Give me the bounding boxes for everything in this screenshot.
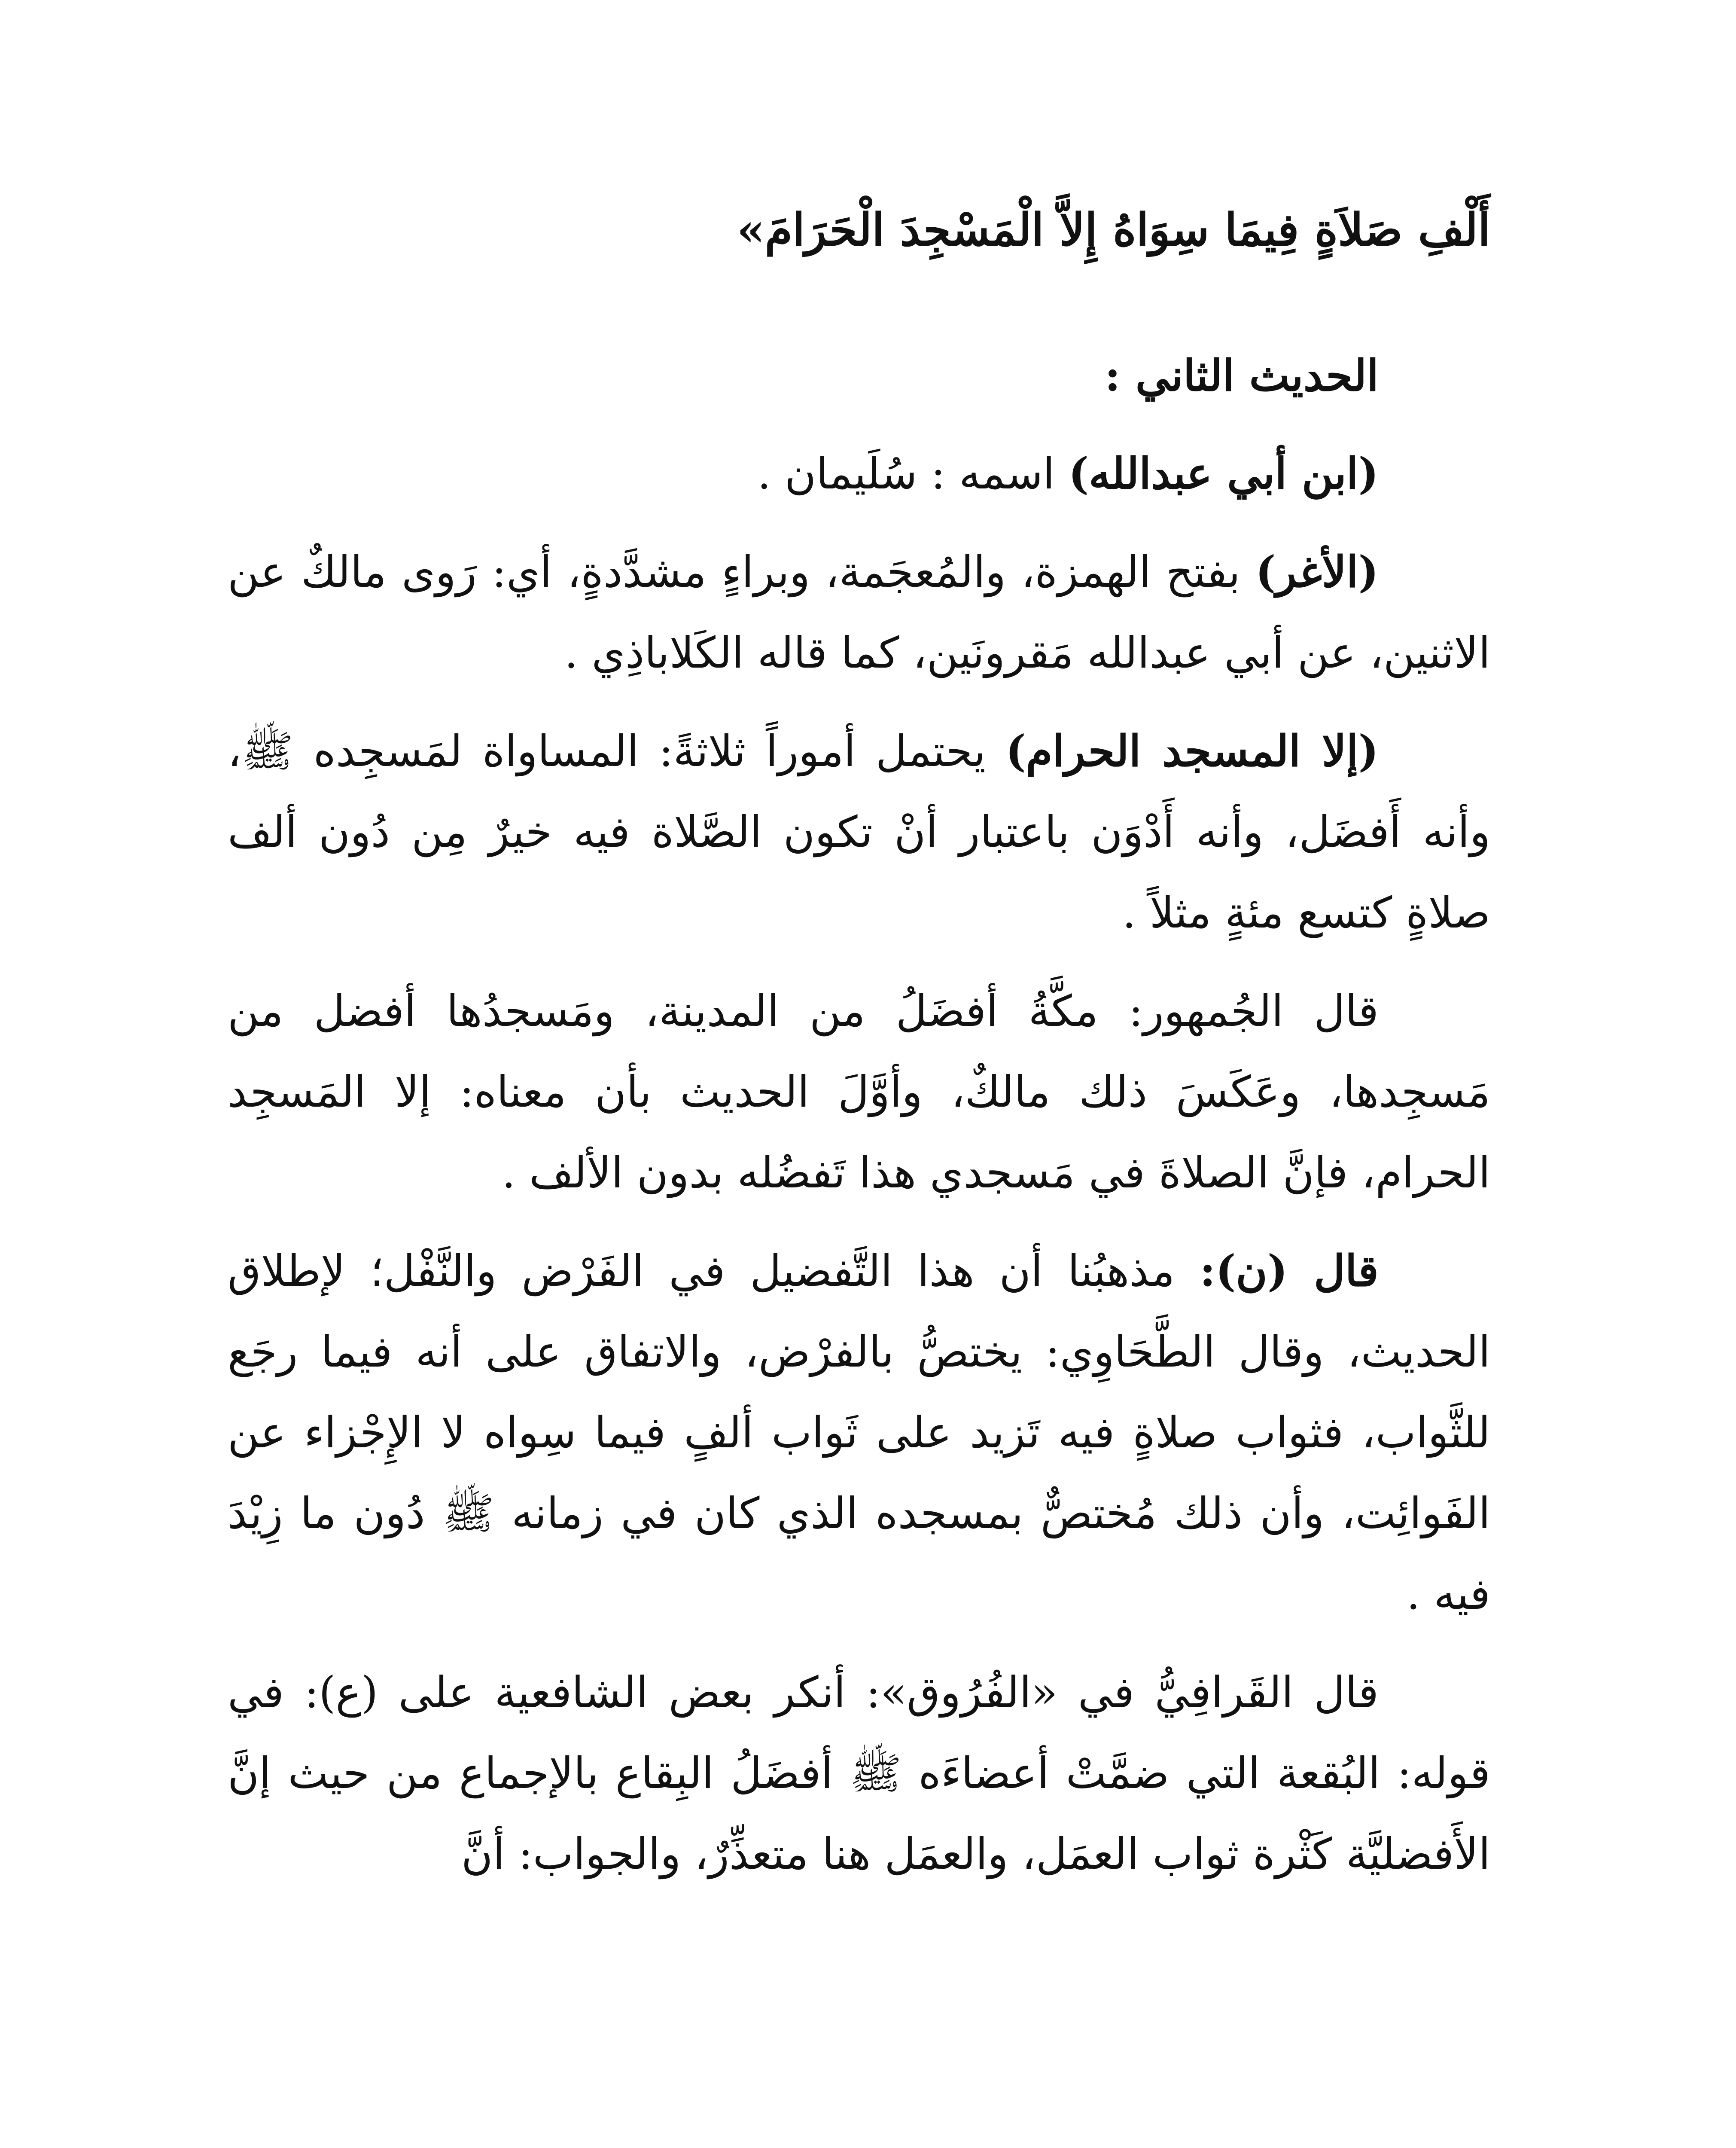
paragraph-5	[228, 1230, 1490, 1635]
paragraph-6	[228, 1652, 1490, 1895]
page-body	[228, 202, 1490, 2148]
paragraph-lead: (الأغر)	[1255, 546, 1379, 597]
section-heading: الحديث الثاني :	[1105, 350, 1379, 401]
paragraph-1	[228, 433, 1490, 514]
paragraph-3	[228, 711, 1490, 953]
paragraph-4	[228, 970, 1490, 1213]
paragraph-text: بفتح الهمزة، والمُعجَمة، وبراءٍ مشدَّدةٍ، أي: رَوى مالكٌ عن الاثنين، عن أبي عبدالله مَقرونَين، كما قاله الكَلاباذِي .	[228, 547, 1490, 678]
paragraph-lead: (إلا المسجد الحرام)	[1005, 726, 1379, 776]
paragraph-lead: قال (ن):	[1200, 1245, 1379, 1296]
paragraph-text: مذهبُنا أن هذا التَّفضيل في الفَرْض والنَّفْل؛ لإطلاق الحديث، وقال الطَّحَاوِي: يختصُّ بالفرْض، والاتفاق على أنه فيما رجَع للثَّواب، فثواب صلاةٍ فيه تَزيد على ثَواب ألفٍ فيما سِواه لا الإِجْزاء عن الفَوائِت، وأن ذلك مُختصٌّ بمسجده الذي كان في زمانه ﷺ دُون ما زِيْدَ فيه .	[228, 1246, 1490, 1619]
verse-line: أَلْفِ صَلاَةٍ فِيمَا سِوَاهُ إِلاَّ الْمَسْجِدَ الْحَرَامَ»	[737, 203, 1490, 256]
paragraph-2	[228, 531, 1490, 693]
paragraph-text: يحتمل أموراً ثلاثةً: المساواة لمَسجِده ﷺ، وأنه أَفضَل، وأنه أَدْوَن باعتبار أنْ تكون الصَّلاة فيه خيرٌ مِن دُون ألف صلاةٍ كتسع مئةٍ مثلاً .	[228, 726, 1490, 938]
paragraph-text: قال الجُمهور: مكَّةُ أفضَلُ من المدينة، ومَسجدُها أفضل من مَسجِدها، وعَكَسَ ذلك مالكٌ، وأوَّلَ الحديث بأن معناه: إلا المَسجِد الحرام، فإنَّ الصلاةَ في مَسجدي هذا تَفضُله بدون الألف .	[228, 986, 1491, 1198]
paragraph-text: قال القَرافِيُّ في «الفُرُوق»: أنكر بعض الشافعية على (ع): في قوله: البُقعة التي ضمَّتْ أعضاءَه ﷺ أفضَلُ البِقاع بالإجماع من حيث إنَّ الأَفضليَّة كَثْرة ثواب العمَل، والعمَل هنا متعذِّرٌ، والجواب: أنَّ	[228, 1667, 1490, 1879]
paragraph-lead: (ابن أبي عبدالله)	[1068, 448, 1379, 499]
paragraph-text: اسمه : سُلَيمان .	[757, 449, 1069, 499]
